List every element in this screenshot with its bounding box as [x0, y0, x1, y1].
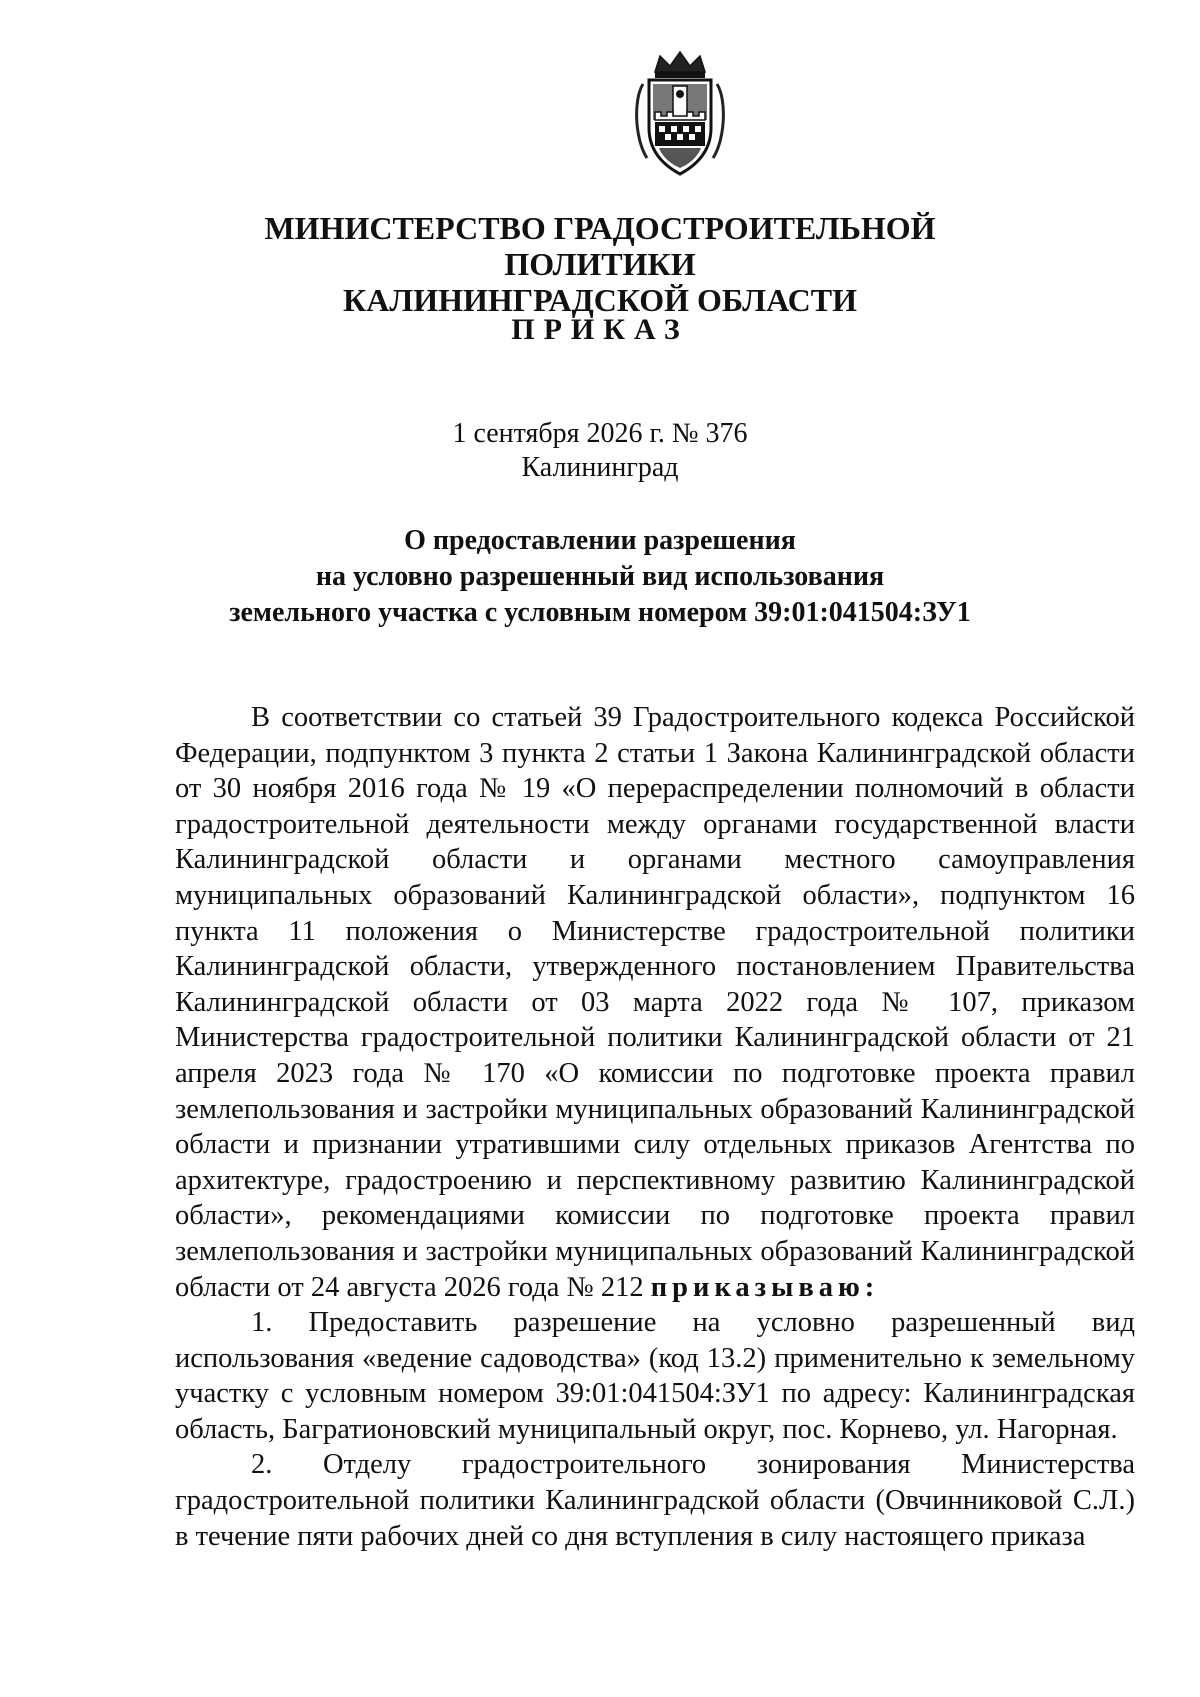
order-item-1: 1. Предоставить разрешение на условно разрешенный вид использования «ведение садоводства» (код 13.2) применительно к земельному участку с условным номером 39:01:041504:ЗУ1 по адресу: Калининградская область, Багратионовский муниципальный округ, пос. Корнево, ул. Нагорная.	[175, 1307, 1135, 1445]
subject-line1: О предоставлении разрешения	[404, 525, 796, 556]
ministry-name	[175, 210, 1025, 318]
ministry-name-line1: МИНИСТЕРСТВО ГРАДОСТРОИТЕЛЬНОЙ ПОЛИТИКИ	[264, 210, 936, 282]
date-and-number: 1 сентября 2026 г. № 376	[452, 418, 748, 449]
preamble-paragraph	[175, 700, 1135, 1305]
subject-line3: земельного участка с условным номером 39:01:041504:ЗУ1	[229, 597, 971, 628]
ministry-name-line2: КАЛИНИНГРАДСКОЙ ОБЛАСТИ	[343, 282, 857, 318]
subject-line2: на условно разрешенный вид использования	[315, 561, 885, 592]
city: Калининград	[521, 452, 679, 483]
preamble-text: В соответствии со статьей 39 Градостроительного кодекса Российской Федерации, подпунктом 3 пункта 2 статьи 1 Закона Калининградской области от 30 ноября 2016 года № 19 «О перераспределении полномочий в области градостроительной деятельности между органами государственной власти Калининградской области и органами местного самоуправления муниципальных образований Калининградской области», подпунктом 16 пункта 11 положения о Министерстве градостроительной политики Калининградской области, утвержденного постановлением Правительства Калининградской области от 03 марта 2022 года № 107, приказом Министерства градостроительной политики Калининградской области от 21 апреля 2023 года № 170 «О комиссии по подготовке проекта правил землепользования и застройки муниципальных образований Калининградской области и признании утратившими силу отдельных приказов Агентства по архитектуре, градостроению и перспективному развитию Калининградской области», рекомендациями комиссии по подготовке проекта правил землепользования и застройки муниципальных образований Калининградской области от 24 августа 2026 года № 212	[175, 702, 1135, 1303]
order-verb: приказываю:	[650, 1271, 880, 1303]
order-item-2: 2. Отделу градостроительного зонирования Министерства градостроительной политики Калининградской области (Овчинниковой С.Л.) в течение пяти рабочих дней со дня вступления в силу настоящего приказа	[175, 1449, 1135, 1552]
document-type: ПРИКАЗ	[511, 313, 689, 346]
document-subject	[175, 523, 1025, 631]
document-body	[175, 700, 1135, 1554]
kaliningrad-oblast-coat-of-arms-icon	[625, 50, 735, 178]
